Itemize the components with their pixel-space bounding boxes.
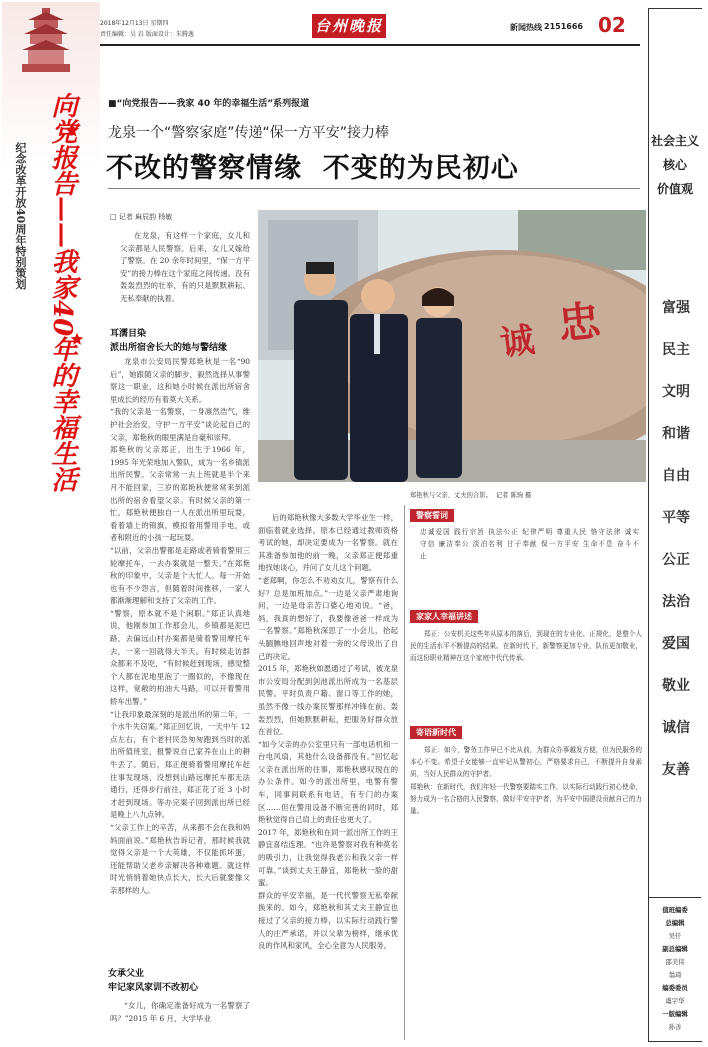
headline: 不改的警察情缘 不变的为民初心 (106, 153, 519, 184)
credit-line: 孙善 (668, 1023, 682, 1031)
sidebar-title: 向党报告——我家40年的幸福生活 (47, 92, 77, 493)
stone-inscription: 忠 (555, 295, 603, 350)
core-value-item: 文明 (662, 384, 690, 400)
col2-body: 后的郑艳秋像大多数大学毕业生一样，面临着就业选择。原本已经通过教师资格考试的她，却决定要成为一名警察。就在其准备参加他的前一晚，父亲郑正便郑重地找她谈心，并问了女儿这个问题。 “老郑啊，你怎么不劝劝女儿，警察有什么好？总是加班加点。”一边是父亲严肃地询问，一边是母亲苦口婆心地劝说。“爸，妈，我真的想好了，我要像爸爸一样成为一名警察。”郑艳秋深思了一小会儿，抬起头腼腆地回声地对着一旁的父母说出了自己的决定。 2015 年，郑艳秋如愿通过了考试，被龙泉市公安局分配到剑池派出所成为一名基层民警。平时负责户籍、窗口等工作的她，虽然不像一线办案民警那样冲锋在前、轰轰烈烈，但她默默耕耘，把服务好群众放在首位。 “如今父亲的办公室里只有一部电话机和一台电风扇，其他什么设备都没有。”回忆起父亲在派出所的往事，郑艳秋感叹现在的办公条件。如今的派出所里，电警有警车，同事间联系有电话，有专门的办案区……但在警用设备不断完善的同时，郑艳秋觉得自己肩上的责任也更大了。 2017 年，郑艳秋和在同一派出所工作的王静宜喜结连理。“也许是警察对我有种莫名的吸引力，让我觉得我老公和我父亲一样可靠。”谈到丈夫王静宜，郑艳秋一脸的甜蜜。 群众的平安幸福，是一代代警察无私奉献换来的。如今，郑艳秋和其丈夫王静宜也接过了父亲的接力棒，以实际行动践行警人的庄严承诺，并以父辈为榜样，继承优良的作风和家风，全心全意为人民服务。 (258, 513, 398, 951)
credit-line: 总编辑 (665, 919, 685, 927)
hotline-label: 新闻热线 (510, 23, 542, 32)
box2-text: 郑正：公安机关这些年从原本的落后，到现在的专业化、正规化，是整个人民的生活水平不断提高的结果。在新时代下，新警察更加专业，队伍更加敬业，而这份职业精神在这个家庭中代代传承。 (410, 630, 642, 663)
title-rule (108, 188, 640, 189)
col1-tail: “女儿，你确定准备好成为一名警察了吗？”2015 年 6 月，大学毕业 (110, 1001, 250, 1023)
intro-paragraph: 在龙泉，有这样一个家庭，女儿和父亲都是人民警察。后来，女儿又嫁给了警察。在 20 余年时间里，“保一方平安”的接力棒在这个家庭之间传递。没有轰轰烈烈的壮举，有的只是默默耕耘、无私奉献的执着。 (120, 231, 250, 303)
core-values-panel (648, 8, 702, 1042)
section1-subtitle: 派出所宿舍长大的她与警结缘 (110, 343, 228, 353)
core-value-item: 敬业 (662, 678, 690, 694)
box1-text: 忠诚爱国 践行宗旨 执法公正 纪律严明 尊重人民 恪守法律 诚实守信 廉洁奉公 淡泊名利 甘于奉献 保一方平安 生命不息 奋斗不止 (420, 528, 640, 561)
series-label: ■“向党报告——我家 40 年的幸福生活”系列报道 (108, 99, 310, 109)
credit-line: 吴仟 (668, 932, 682, 940)
core-value-item: 富强 (662, 300, 690, 316)
credit-line: 虞宇华 (665, 997, 685, 1005)
photo-caption: 郑艳秋与父亲、丈夫的合影。 记者 陈驹 摄 (410, 492, 532, 499)
credit-line: 副总编辑 (662, 945, 688, 953)
credit-line: 邵美伟 (665, 958, 685, 966)
page-number: 02 (598, 13, 626, 37)
box1-label: 警察誓词 (410, 509, 454, 522)
core-values-title-line: 社会主义 (650, 134, 699, 148)
column-divider (404, 505, 405, 1040)
section1-title: 耳濡目染 (110, 329, 147, 339)
core-value-item: 公正 (662, 552, 690, 568)
editor-credits: 责任编辑：吴 岩 版面设计：朱腾逸 (100, 31, 194, 38)
box3-label: 寄语新时代 (410, 726, 462, 739)
credit-line: 翁琦 (668, 971, 682, 979)
section2-subtitle: 牢记家风家训不改初心 (108, 983, 199, 993)
core-values-title-line: 价值观 (656, 182, 693, 196)
issue-date: 2018年12月13日 星期四 (100, 20, 169, 27)
sidebar-banner (2, 2, 100, 562)
sidebar-subtitle: 纪念改革开放40周年特别策划 (14, 142, 27, 290)
col1-body: 龙泉市公安局民警郑艳秋是一名“90 后”，她跟随父亲的脚步，毅然选择从事警察这一职业，这和她小时候在派出所宿舍里成长的经历有着莫大关系。 “我的父亲是一名警察，一身凛然浩气，维护社会治安，守护一方平安”谈论起自己的父亲，郑艳秋的眼里满是自豪和崇拜。 郑艳秋的父亲郑正，出生于1966 年，1995 年光荣地加入警队，成为一名乡镇派出所民警。父亲常常一去上班就是半个来月不能回家，三岁的郑艳秋便常常来到派出所的宿舍看望父亲。有时候父亲的第一忙，郑艳秋便独自一人在派出所里玩耍，看着墙上的锦旗，模拟着用警用手电，或者和附近的小孩一起玩耍。 “以前，父亲出警都是走路或者骑着警用三轮摩托车，一去办案就是一整天。”在郑艳秋的印象中，父亲是个大忙人。每一开始也有不少怨言，但随着时间推移，一家人都渐渐理解和支持了父亲的工作。 “警察，原本就不是个闲职。”郑正认真地说，他刚参加工作那会儿，乡镇都是泥巴路，去偏远山村办案都是骑着警用摩托车去，一来一回就得大半天。有时候走访群众都来不及吃，“有时候赶到现场，感觉整个人都在泥地里泡了一圈似的，不像现在这样，宽敞的柏油大马路，可以开着警用轿车出警。” “让我印象最深刻的是派出所的第二年，一个水牛失窃案。”郑正回忆说，一天中午 12 点左右，有个老村民急匆匆跑到当时的派出所值班室，报警说自己家养在山上的耕牛丢了。随后，郑正便骑着警用摩托车赶往事发现场，没想到山路远摩托车都无法通行，还得步行前往，郑正花了近 3 小时才赶到现场。等办完案子回到派出所已经是晚上八九点钟。 “父亲工作上的辛苦，从来都不会在我和妈妈面前说。”郑艳秋告诉记者，那时候我就觉得父亲是一个大英雄，不仅能抓坏蛋，还能帮助父老乡亲解决各种难题。就这样时光悄悄着她快点长大，长大后就要像父亲那样的人。 (110, 357, 250, 895)
hotline-number: 2151666 (544, 22, 583, 31)
kicker: 龙泉一个“警察家庭”传递“保一方平安”接力棒 (108, 125, 390, 141)
box3-text: 郑正：如今，警务工作早已不比从前，为群众办事越发方便，但为民服务的本心不变。希望子女能够一直牢记从警初心，严格要求自己，不断提升自身素质，当好人民群众的守护者。 郑艳秋：在新时代，我们年轻一代警察要踏实工作，以实际行动践行初心使命，努力成为一名合格的人民警察，做好平安守护者，为平安中国建设贡献自己的力量。 (410, 746, 642, 816)
section2-title: 女承父业 (108, 969, 145, 979)
header-rule (100, 44, 640, 46)
core-value-item: 自由 (662, 468, 690, 484)
masthead-logo: 台州晚报 (312, 14, 386, 38)
core-value-item: 和谐 (662, 426, 690, 442)
core-value-item: 友善 (662, 762, 690, 778)
byline: □ 记者 麻辰韵 杨敏 (110, 213, 173, 221)
credit-line: 值班编委 (662, 906, 688, 914)
core-values-title-line: 核心 (662, 158, 687, 172)
stone-inscription: 诚 (497, 319, 538, 365)
tower-icon (22, 6, 70, 76)
core-value-item: 民主 (662, 342, 690, 358)
box2-label: 家家人幸福讲述 (410, 610, 478, 623)
core-value-item: 诚信 (662, 720, 690, 736)
family-photo (258, 210, 646, 482)
credit-line: 编委委员 (662, 984, 688, 992)
core-value-item: 平等 (662, 510, 690, 526)
core-values-title (649, 129, 701, 201)
credit-line: 一版编辑 (662, 1010, 688, 1018)
credits-block (649, 897, 701, 1034)
core-value-item: 法治 (662, 594, 690, 610)
core-value-item: 爱国 (662, 636, 690, 652)
